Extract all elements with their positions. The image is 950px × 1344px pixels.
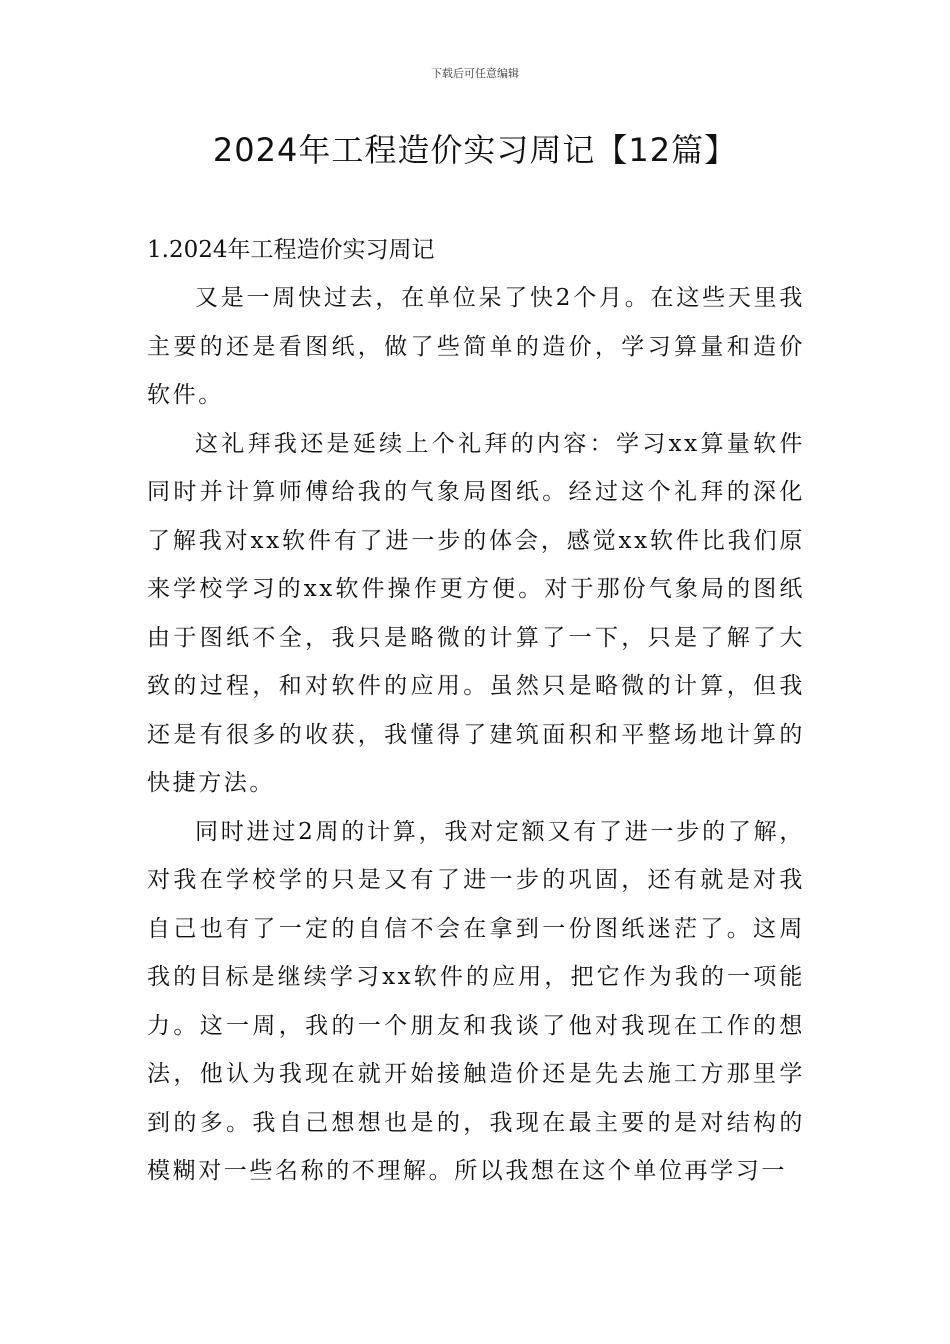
paragraph-3: 同时进过2周的计算，我对定额又有了进一步的了解，对我在学校学的只是又有了进一步的巩固，还有就是对我自己也有了一定的自信不会在拿到一份图纸迷茫了。这周我的目标是继续学习xx软件的应用，把它作为我的一项能力。这一周，我的一个朋友和我谈了他对我现在工作的想法，他认为我现在就开始接触造价还是先去施工方那里学到的多。我自己想想也是的，我现在最主要的是对结构的模糊对一些名称的不理解。所以我想在这个单位再学习一 [147, 818, 805, 1184]
document-title: 2024年工程造价实习周记【12篇】 [212, 131, 738, 169]
section-heading: 1.2024年工程造价实习周记 [147, 237, 435, 263]
paragraph-2: 这礼拜我还是延续上个礼拜的内容：学习xx算量软件同时并计算师傅给我的气象局图纸。经过这个礼拜的深化了解我对xx软件有了进一步的体会，感觉xx软件比我们原来学校学习的xx软件操作更方便。对于那份气象局的图纸由于图纸不全，我只是略微的计算了一下，只是了解了大致的过程，和对软件的应用。虽然只是略微的计算，但我还是有很多的收获，我懂得了建筑面积和平整场地计算的快捷方法。 [147, 430, 805, 796]
paragraph-1: 又是一周快过去，在单位呆了快2个月。在这些天里我主要的还是看图纸，做了些简单的造价，学习算量和造价软件。 [147, 285, 805, 408]
header-note: 下载后可任意编辑 [431, 67, 519, 80]
document-body [147, 226, 805, 1196]
